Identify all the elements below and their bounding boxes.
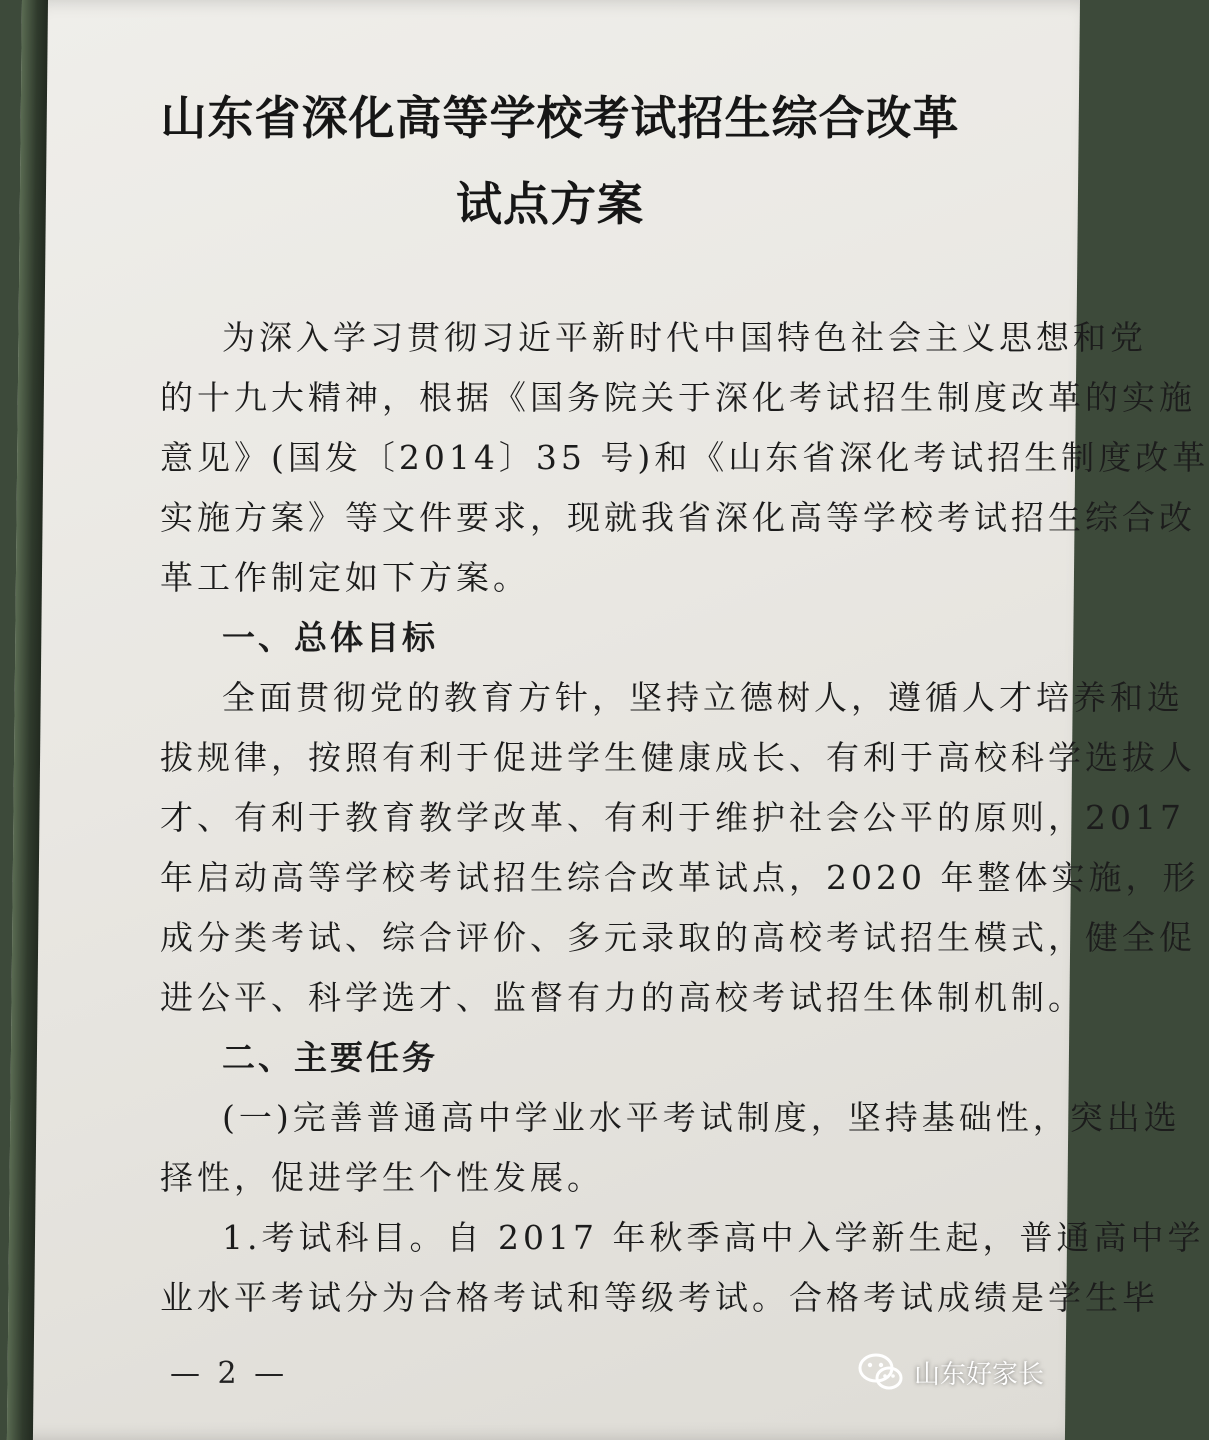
body-text-line: 实施方案》等文件要求，现就我省深化高等学校考试招生综合改 — [160, 498, 1196, 537]
body-text-line: 意见》(国发〔2014〕35 号)和《山东省深化考试招生制度改革 — [160, 438, 1209, 477]
body-text-line: 拔规律，按照有利于促进学生健康成长、有利于高校科学选拔人 — [160, 738, 1196, 777]
body-text-line: 1.考试科目。自 2017 年秋季高中入学新生起，普通高中学 — [222, 1218, 1205, 1257]
page-number: — 2 — — [170, 1356, 289, 1391]
document-title-line-2: 试点方案 — [456, 177, 644, 231]
body-text-line: 业水平考试分为合格考试和等级考试。合格考试成绩是学生毕 — [160, 1278, 1159, 1317]
section-heading: 一、总体目标 — [222, 618, 438, 657]
body-text-line: 年启动高等学校考试招生综合改革试点，2020 年整体实施，形 — [160, 858, 1200, 897]
watermark-label: 山东好家长 — [914, 1359, 1045, 1390]
body-text-line: 为深入学习贯彻习近平新时代中国特色社会主义思想和党 — [222, 318, 1147, 357]
body-text-line: 全面贯彻党的教育方针，坚持立德树人，遵循人才培养和选 — [222, 678, 1184, 717]
document-title-line-1: 山东省深化高等学校考试招生综合改革 — [160, 91, 960, 145]
section-heading: 二、主要任务 — [222, 1038, 438, 1077]
watermark-badge — [858, 1346, 1044, 1398]
body-text-line: 进公平、科学选才、监督有力的高校考试招生体制机制。 — [160, 978, 1085, 1017]
body-text-line: 才、有利于教育教学改革、有利于维护社会公平的原则，2017 — [160, 798, 1185, 837]
body-text-line: 成分类考试、综合评价、多元录取的高校考试招生模式，健全促 — [160, 918, 1196, 957]
body-text-line: 择性，促进学生个性发展。 — [160, 1158, 604, 1197]
body-text-line: (一)完善普通高中学业水平考试制度，坚持基础性，突出选 — [222, 1098, 1181, 1137]
wechat-icon — [858, 1352, 904, 1392]
body-text-line: 革工作制定如下方案。 — [160, 558, 530, 597]
body-text-line: 的十九大精神，根据《国务院关于深化考试招生制度改革的实施 — [160, 378, 1196, 417]
